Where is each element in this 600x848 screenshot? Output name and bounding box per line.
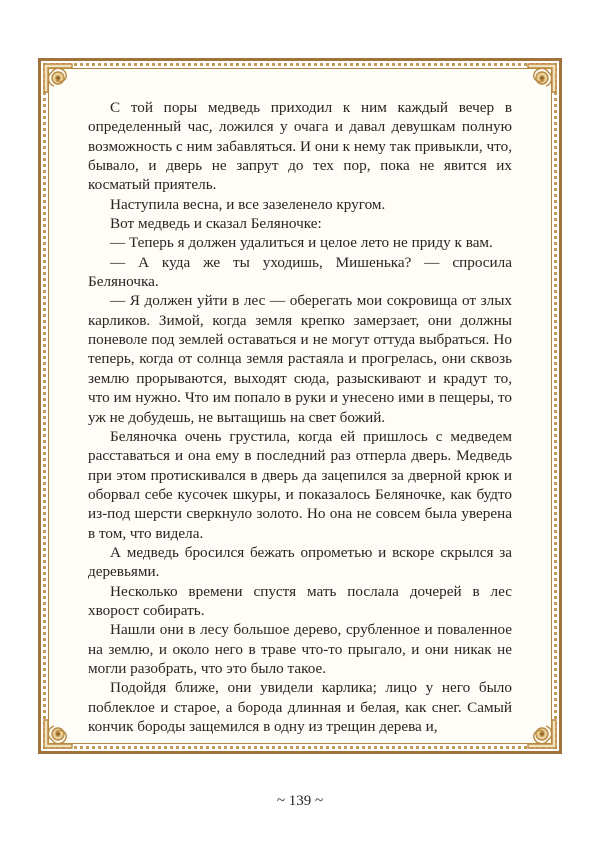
paragraph: Нашли они в лесу большое дерево, срубленное и поваленное на землю, и около него в траве что-то прыгало, и они никак не могли разобрать, что это было такое.: [88, 621, 512, 677]
page-number: ~ 139 ~: [276, 793, 324, 809]
paragraph: Несколько времени спустя мать послала дочерей в лес хворост собирать.: [88, 582, 512, 619]
paragraph: Наступила весна, и все зазеленело кругом.: [110, 195, 386, 213]
paragraph: — Теперь я должен удалиться и целое лето не приду к вам.: [110, 234, 493, 252]
ornamental-corner-icon: [40, 716, 76, 752]
paragraph: — Я должен уйти в лес — оберегать мои сокровища от злых карликов. Зимой, когда земля крепко замерзает, они должны поневоле под землей оставаться и не могут оттуда выбраться. Но теперь, когда от солнца земля растаяла и прогрелась, они сквозь землю прорываются, выходят сюда, разыскивают и крадут то, что им нужно. Что им попало в руки и унесено ими в пещеры, то уж не добудешь, не вытащишь на свет божий.: [88, 292, 512, 426]
paragraph: Вот медведь и сказал Беляночке:: [110, 215, 322, 233]
paragraph: С той поры медведь приходил к ним каждый вечер в определенный час, ложился у очага и давал девушкам полную возможность с ним забавляться. И они к нему так привыкли, что, бывало, и дверь не запрут до тех пор, пока не явится их косматый приятель.: [88, 99, 512, 194]
paragraph: А медведь бросился бежать опрометью и вскоре скрылся за деревьями.: [88, 543, 512, 581]
ornamental-corner-icon: [40, 60, 76, 96]
story-text: [88, 98, 512, 736]
paragraph: Подойдя ближе, они увидели карлика; лицо у него было поблеклое и старое, а борода длинная и белая, как снег. Самый кончик бороды защемился в одну из трещин дерева и,: [88, 679, 512, 735]
ornamental-corner-icon: [524, 60, 560, 96]
ornamental-corner-icon: [524, 716, 560, 752]
paragraph: — А куда же ты уходишь, Мишенька? — спросила Беляночка.: [88, 253, 512, 291]
paragraph: Беляночка очень грустила, когда ей пришлось с медведем расставаться и она ему в последний раз отперла дверь. Медведь при этом протискивался в дверь да зацепился за дверной крюк и оборвал себе кусочек шкуры, и показалось Беляночке, как будто из-под шерсти сверкнуло золото. Но она не совсем была уверена в том, что видела.: [88, 427, 512, 542]
